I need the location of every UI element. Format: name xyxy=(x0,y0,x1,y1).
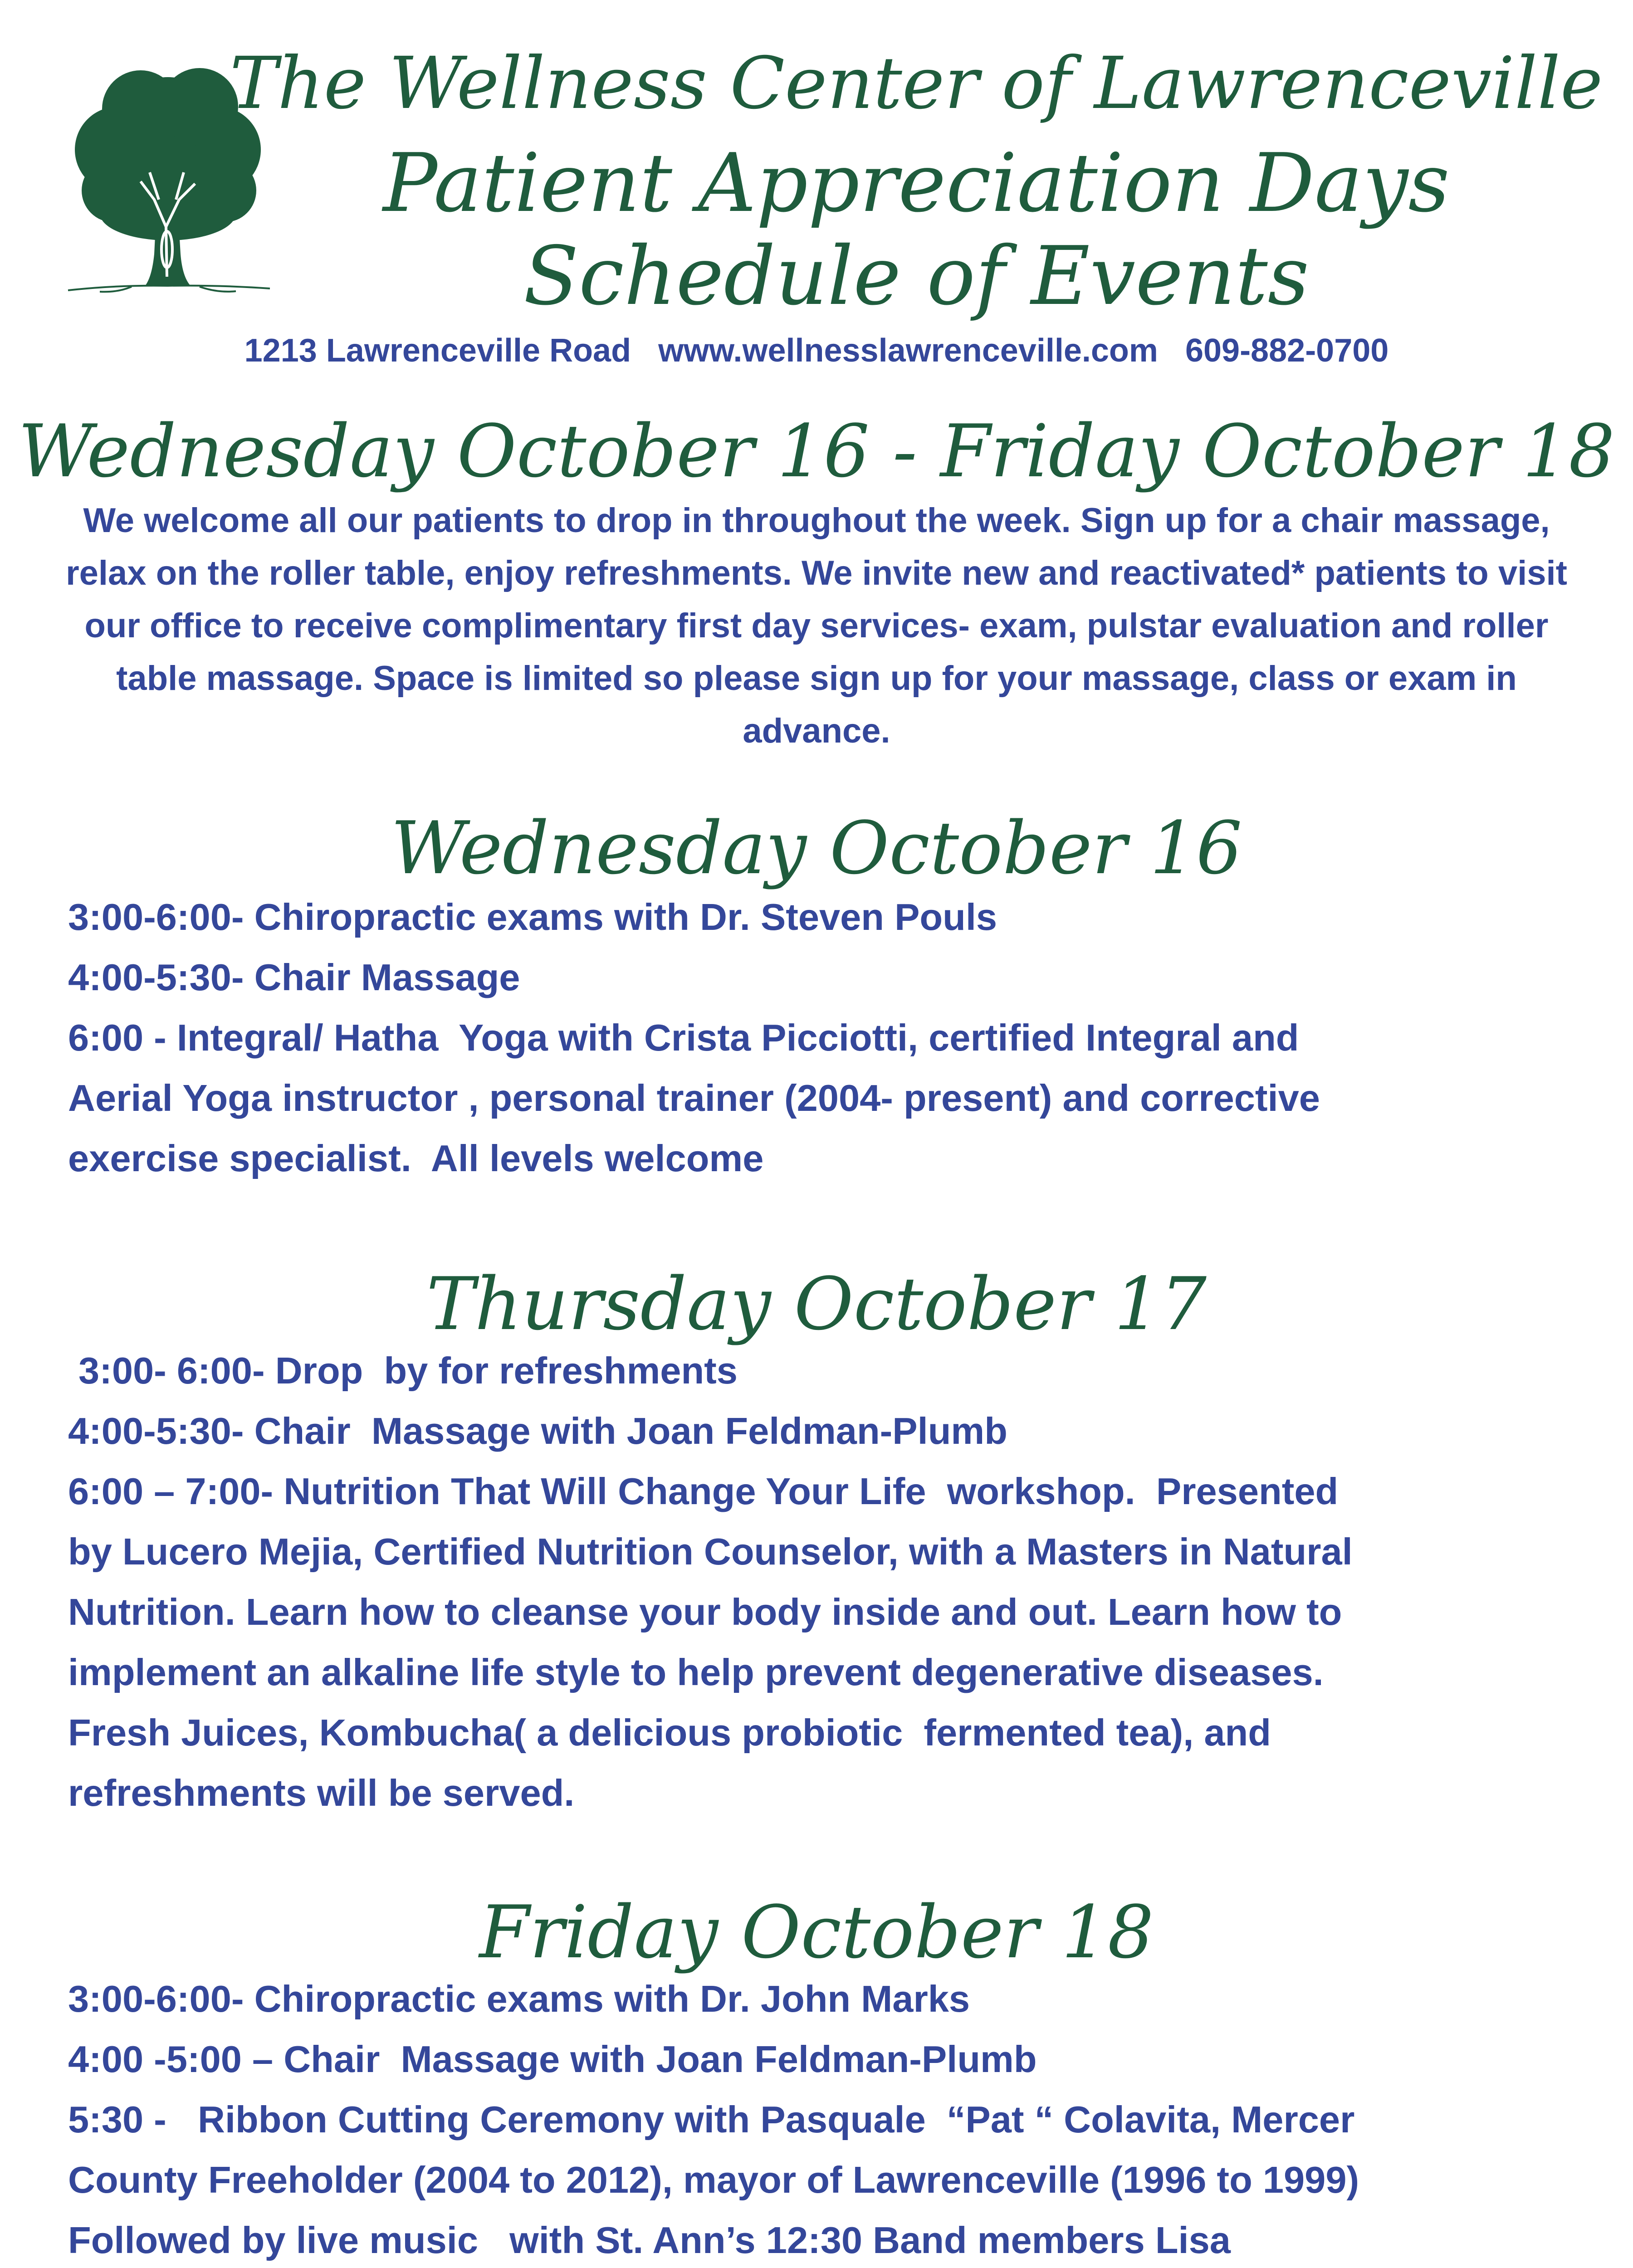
event-series-title: Patient Appreciation Days xyxy=(383,136,1450,230)
event-line: exercise specialist. All levels welcome xyxy=(68,1137,764,1179)
event-line: 3:00- 6:00- Drop by for refreshments xyxy=(68,1349,738,1392)
thursday-events xyxy=(68,1340,1565,1823)
event-line: implement an alkaline life style to help prevent degenerative diseases. xyxy=(68,1651,1324,1693)
center-name-title: The Wellness Center of Lawrenceville xyxy=(230,42,1603,125)
thursday-heading: Thursday October 17 xyxy=(426,1261,1207,1346)
intro-paragraph: We welcome all our patients to drop in throughout the week. Sign up for a chair massage, relax on the roller table, enjoy refreshments. We invite new and reactivated* patients to visit our office to receive complimentary first day services- exam, pulstar evaluation and roller table massage. Space is limited so please sign up for your massage, class or exam in advance. xyxy=(66,501,1567,750)
event-line: 5:30 - Ribbon Cutting Ceremony with Pasquale “Pat “ Colavita, Mercer xyxy=(68,2098,1355,2141)
event-line: 4:00-5:30- Chair Massage with Joan Feldman-Plumb xyxy=(68,1410,1007,1452)
wednesday-events xyxy=(68,887,1565,1188)
wednesday-heading: Wednesday October 16 xyxy=(391,806,1242,890)
website-link: www.wellnesslawrenceville.com xyxy=(658,332,1158,369)
event-line: 6:00 – 7:00- Nutrition That Will Change Your Life workshop. Presented xyxy=(68,1470,1339,1512)
event-line: 3:00-6:00- Chiropractic exams with Dr. John Marks xyxy=(68,1978,970,2020)
contact-line xyxy=(0,332,1633,369)
event-line: 3:00-6:00- Chiropractic exams with Dr. Steven Pouls xyxy=(68,896,997,938)
event-line: Followed by live music with St. Ann’s 12:30 Band members Lisa xyxy=(68,2219,1231,2261)
phone-number: 609-882-0700 xyxy=(1185,332,1389,369)
event-line: County Freeholder (2004 to 2012), mayor of Lawrenceville (1996 to 1999) xyxy=(68,2159,1359,2201)
event-line: by Lucero Mejia, Certified Nutrition Counselor, with a Masters in Natural xyxy=(68,1530,1353,1573)
schedule-title: Schedule of Events xyxy=(523,229,1310,323)
event-line: refreshments will be served. xyxy=(68,1772,575,1814)
week-heading: Wednesday October 16 - Friday October 18 xyxy=(18,409,1615,494)
event-line: 6:00 - Integral/ Hatha Yoga with Crista Picciotti, certified Integral and xyxy=(68,1017,1299,1059)
address: 1213 Lawrenceville Road xyxy=(244,332,631,369)
friday-heading: Friday October 18 xyxy=(479,1890,1154,1975)
event-line: Aerial Yoga instructor , personal trainer (2004- present) and corrective xyxy=(68,1077,1320,1119)
friday-events xyxy=(68,1969,1565,2268)
event-line: Nutrition. Learn how to cleanse your body inside and out. Learn how to xyxy=(68,1591,1342,1633)
event-line: Fresh Juices, Kombucha( a delicious probiotic fermented tea), and xyxy=(68,1711,1271,1754)
event-line: 4:00 -5:00 – Chair Massage with Joan Feldman-Plumb xyxy=(68,2038,1037,2080)
event-line: 4:00-5:30- Chair Massage xyxy=(68,956,520,998)
